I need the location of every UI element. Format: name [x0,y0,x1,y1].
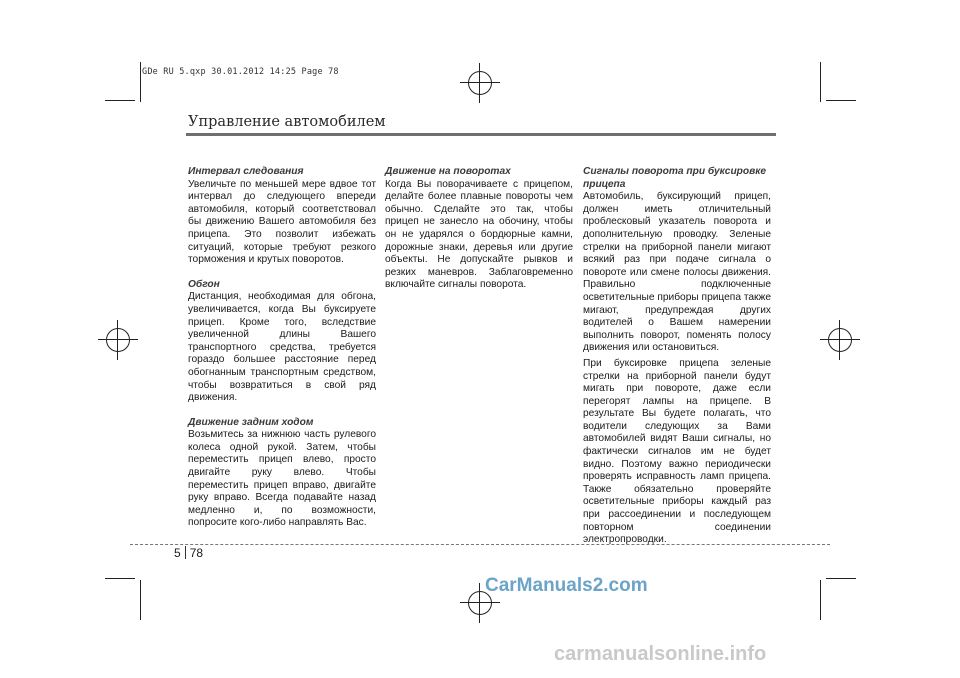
text-column-2 [385,166,573,304]
page-number [174,546,203,560]
title-rule [186,133,776,136]
page-number-value: 78 [189,546,204,560]
paragraph-turning: Когда Вы поворачиваете с прицепом, делайте более плавные повороты чем обычно. Сделайте это так, чтобы прицеп не занесло на обочину, чтобы он не ударялся о бордюрные камни, дорожные знаки, деревья или другие объекты. Не допускайте рывков и резких маневров. Заблаговременно включайте сигналы поворота. [385,178,573,291]
heading-following-distance: Интервал следования [188,166,304,177]
heading-reversing: Движение задним ходом [188,416,314,428]
registration-mark-left-icon [98,320,138,360]
crop-mark-br-v [820,580,821,620]
paragraph-following-distance: Увеличьте по меньшей мере вдвое тот интервал до следующего впереди автомобиля, который соответствовал бы движению Вашего автомобиля без прицепа. Это позволит избежать ситуаций, которые требуют резкого торможения и крутых поворотов. [188,178,376,266]
crop-mark-tl-h [105,100,135,101]
paragraph-overtaking: Дистанция, необходимая для обгона, увеличивается, когда Вы буксируете прицеп. Кроме того, вследствие увеличенной длины Вашего транспортного средства, требуется гораздо большее расстояние перед обогнанным транспортным средством, чтобы возвратиться в свой ряд движения. [188,291,376,404]
crop-mark-br-h [826,578,856,579]
text-column-3 [583,166,771,559]
registration-mark-top-icon [460,63,500,103]
footer-dashed-rule [130,544,830,545]
chapter-number: 5 [174,546,181,560]
crop-mark-tl-v [140,62,141,102]
heading-turn-signals-trailer: Сигналы поворота при буксировке прицепа [583,166,767,190]
registration-mark-right-icon [820,320,860,360]
heading-overtaking: Обгон [188,278,220,290]
crop-mark-tr-h [826,100,856,101]
text-column-1 [188,166,376,542]
crop-mark-tr-v [820,62,821,102]
crop-mark-bl-h [105,578,135,579]
watermark-carmanualsonline: carmanualsonline.info [554,643,767,665]
heading-turning: Движение на поворотах [385,166,511,177]
paragraph-reversing: Возьмитесь за нижнюю часть рулевого колеса одной рукой. Затем, чтобы переместить прицеп влево, просто двигайте руку влево. Чтобы переместить прицеп вправо, двигайте руку вправо. Всегда подавайте назад медленно и, по возможности, попросите кого-либо направлять Вас. [188,429,376,529]
watermark-carmanuals2: CarManuals2.com [485,575,648,596]
print-slug: GDe RU 5.qxp 30.01.2012 14:25 Page 78 [142,67,339,77]
paragraph-turn-signals-1: Автомобиль, буксирующий прицеп, должен иметь отличительный проблесковый указатель поворота и дополнительную проводку. Зеленые стрелки на приборной панели мигают всякий раз при подаче сигнала о повороте или смене полосы движения. Правильно подключенные осветительные приборы прицепа также мигают, предупреждая других водителей о Вашем намерении выполнить поворот, поменять полосу движения или остановиться. [583,191,771,354]
crop-mark-bl-v [140,580,141,620]
page-number-separator [185,546,186,559]
section-title: Управление автомобилем [188,114,386,130]
paragraph-turn-signals-2: При буксировке прицепа зеленые стрелки на приборной панели будут мигать при повороте, даже если перегорят лампы на прицепе. В результате Вы будете полагать, что водители следующих за Вами автомобилей видят Ваши сигналы, но фактически сигналов им не будет видно. Поэтому важно периодически проверять исправность ламп прицепа. Также обязательно проверяйте осветительные приборы каждый раз при рассоединении и последующем повторном соединении электропроводки. [583,357,771,546]
